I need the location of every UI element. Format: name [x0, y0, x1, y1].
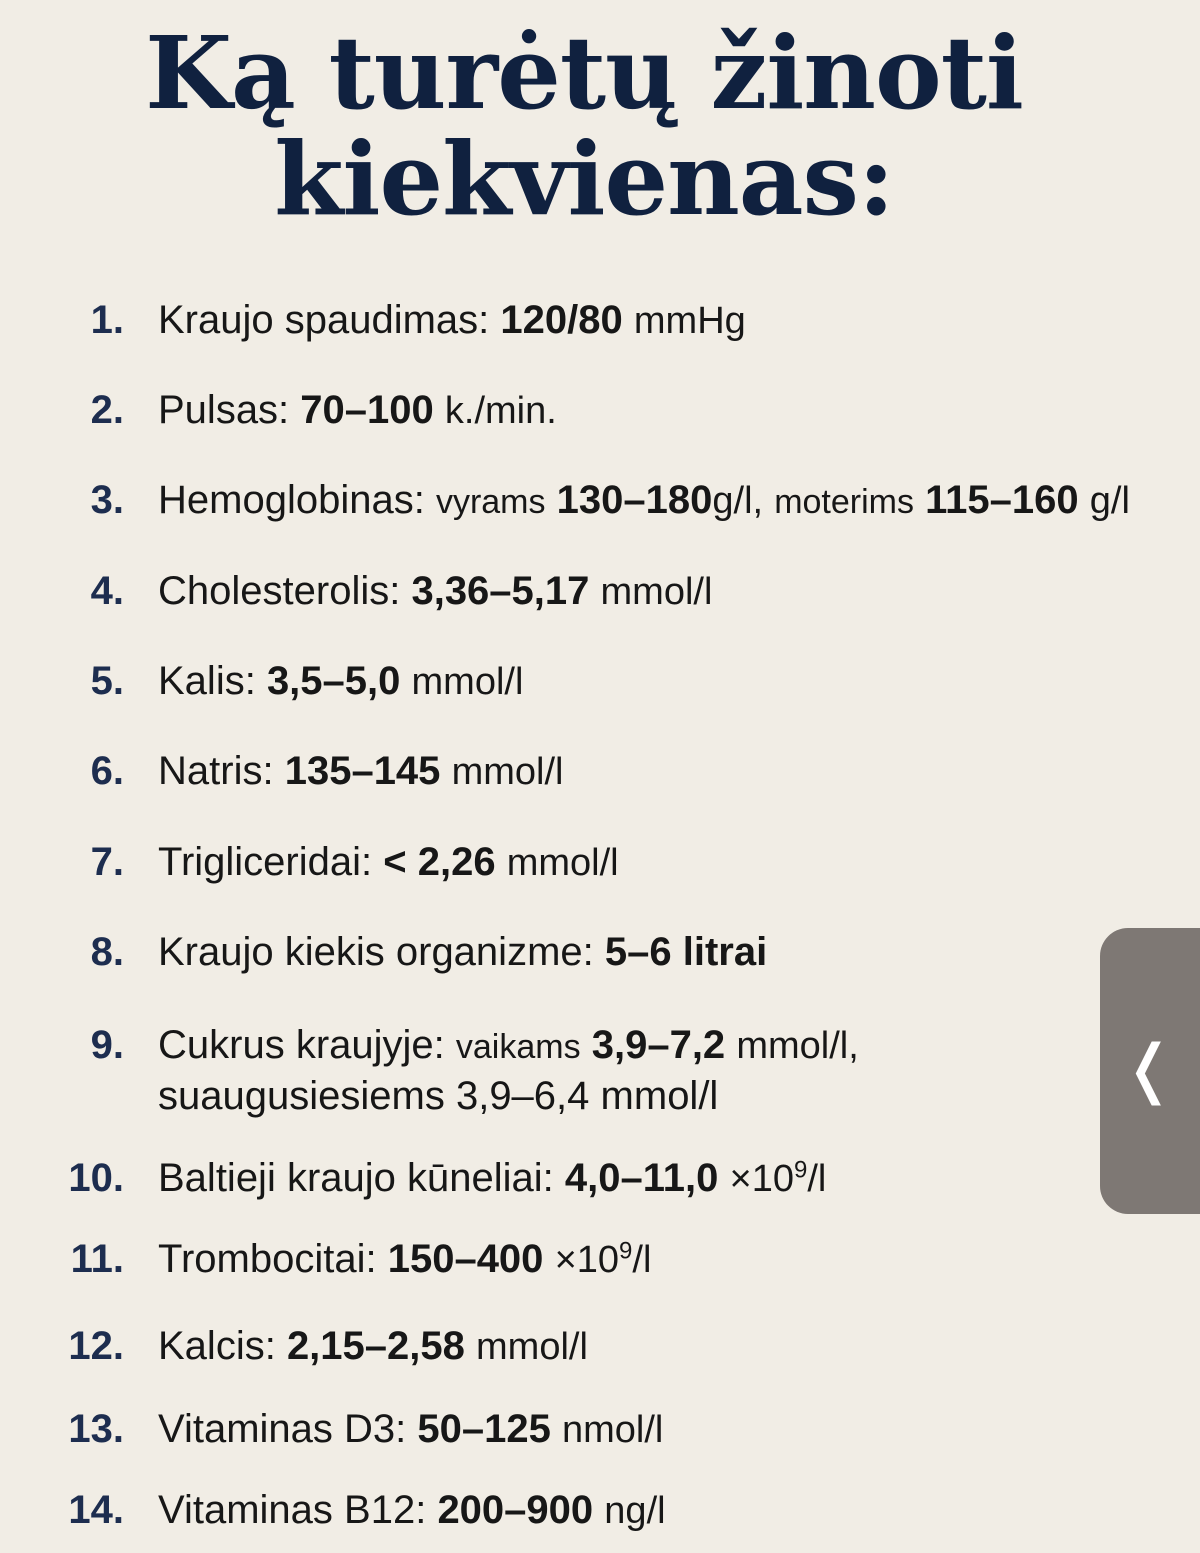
item-label: Baltieji kraujo kūneliai:	[158, 1156, 554, 1200]
item-text	[158, 470, 1130, 532]
item-number: 3.	[90, 478, 124, 522]
item-number: 12.	[68, 1324, 124, 1368]
list-item	[0, 741, 1100, 811]
list-item	[0, 1480, 1100, 1550]
item-group-label: vyrams	[435, 483, 546, 521]
item-label: Cukrus kraujyje:	[158, 1023, 445, 1067]
item-value: 3,9–6,4	[455, 1074, 590, 1118]
item-label: Trombocitai:	[158, 1237, 377, 1281]
list-item	[0, 651, 1100, 721]
item-text	[158, 1015, 1108, 1077]
item-text-continued	[158, 1069, 718, 1123]
item-text	[158, 922, 1108, 982]
chevron-left-icon[interactable]: ❬	[1122, 1032, 1176, 1106]
list-item	[0, 290, 1100, 360]
item-number: 5.	[90, 659, 124, 703]
item-unit-base: ×10	[554, 1239, 620, 1281]
item-number: 11.	[70, 1237, 124, 1281]
item-value: 135–145	[284, 749, 441, 793]
item-group-label: moterims	[774, 483, 914, 521]
item-text	[158, 651, 1108, 712]
item-unit-exponent: 9	[619, 1237, 633, 1265]
item-label: Kalcis:	[158, 1324, 276, 1368]
item-unit	[730, 1158, 827, 1200]
item-value: 3,36–5,17	[411, 569, 590, 613]
page-title	[0, 14, 1168, 238]
item-unit: g/l,	[712, 480, 764, 522]
item-label: Hemoglobinas:	[158, 478, 425, 522]
item-unit: mmol/l	[411, 661, 524, 703]
item-value: 150–400	[387, 1237, 544, 1281]
item-value: 130–180	[556, 478, 713, 522]
item-number: 9.	[90, 1023, 124, 1067]
item-number: 4.	[90, 569, 124, 613]
item-value: < 2,26	[383, 840, 496, 884]
item-unit: mmHg	[633, 300, 746, 342]
item-label: Vitaminas D3:	[158, 1407, 407, 1451]
item-number: 7.	[90, 840, 124, 884]
item-unit: g/l	[1089, 480, 1130, 522]
item-group-label: vaikams	[455, 1028, 581, 1066]
list-item	[0, 380, 1100, 450]
item-label: Vitaminas B12:	[158, 1488, 427, 1532]
list-item	[0, 561, 1100, 631]
item-text	[158, 380, 1108, 441]
item-unit-suffix: /l	[632, 1239, 652, 1281]
item-number: 10.	[68, 1156, 124, 1200]
item-unit: nmol/l	[562, 1409, 664, 1451]
item-value: 5–6 litrai	[604, 930, 768, 974]
item-value: 50–125	[417, 1407, 551, 1451]
item-label: Trigliceridai:	[158, 840, 373, 884]
list-item	[0, 1015, 1100, 1131]
item-number: 1.	[90, 298, 124, 342]
item-text	[158, 1480, 1108, 1541]
item-value: 120/80	[500, 298, 623, 342]
title-line-1: Ką turėtų žinoti	[145, 14, 1023, 132]
item-number: 14.	[68, 1488, 124, 1532]
item-text	[158, 741, 1108, 802]
item-unit: mmol/l	[600, 571, 713, 613]
item-text	[158, 1399, 1108, 1460]
item-value: 3,5–5,0	[266, 659, 401, 703]
item-unit-exponent: 9	[793, 1156, 808, 1184]
list-item	[0, 922, 1100, 992]
item-text	[158, 1316, 1108, 1377]
item-value: 70–100	[300, 388, 434, 432]
item-unit: ng/l	[604, 1490, 666, 1532]
item-unit	[555, 1239, 652, 1281]
item-label: Cholesterolis:	[158, 569, 401, 613]
list-item	[0, 1229, 1100, 1299]
item-label: Natris:	[158, 749, 274, 793]
list-item	[0, 470, 1130, 540]
title-line-2: kiekvienas:	[274, 120, 894, 238]
item-value: 3,9–7,2	[591, 1023, 726, 1067]
item-number: 8.	[90, 930, 124, 974]
side-panel-tab[interactable]	[1100, 928, 1200, 1214]
list-item	[0, 1148, 1100, 1218]
item-value: 200–900	[437, 1488, 594, 1532]
item-value: 4,0–11,0	[564, 1156, 719, 1200]
item-unit: mmol/l	[600, 1074, 719, 1118]
list-item	[0, 1316, 1100, 1386]
item-unit: mmol/l	[451, 751, 564, 793]
item-number: 2.	[90, 388, 124, 432]
item-unit-base: ×10	[729, 1158, 794, 1200]
item-text	[158, 1148, 1108, 1209]
item-value: 2,15–2,58	[286, 1324, 465, 1368]
item-unit: mmol/l	[476, 1326, 588, 1368]
item-label: Kalis:	[158, 659, 256, 703]
item-unit: k./min.	[444, 390, 557, 432]
list-item	[0, 832, 1100, 902]
item-label: Pulsas:	[158, 388, 290, 432]
item-text	[158, 832, 1108, 893]
item-text	[158, 1229, 1108, 1290]
item-value: 115–160	[925, 478, 1079, 522]
item-number: 6.	[90, 749, 124, 793]
item-unit: mmol/l,	[736, 1025, 859, 1067]
item-unit: mmol/l	[506, 842, 619, 884]
item-number: 13.	[68, 1407, 124, 1451]
item-label: Kraujo spaudimas:	[158, 298, 490, 342]
item-label: Kraujo kiekis organizme:	[158, 930, 594, 974]
item-text	[158, 561, 1108, 622]
item-unit-suffix: /l	[807, 1158, 827, 1200]
item-text	[158, 290, 1108, 351]
list-item	[0, 1399, 1100, 1469]
item-group-label: suaugusiesiems	[158, 1074, 445, 1118]
